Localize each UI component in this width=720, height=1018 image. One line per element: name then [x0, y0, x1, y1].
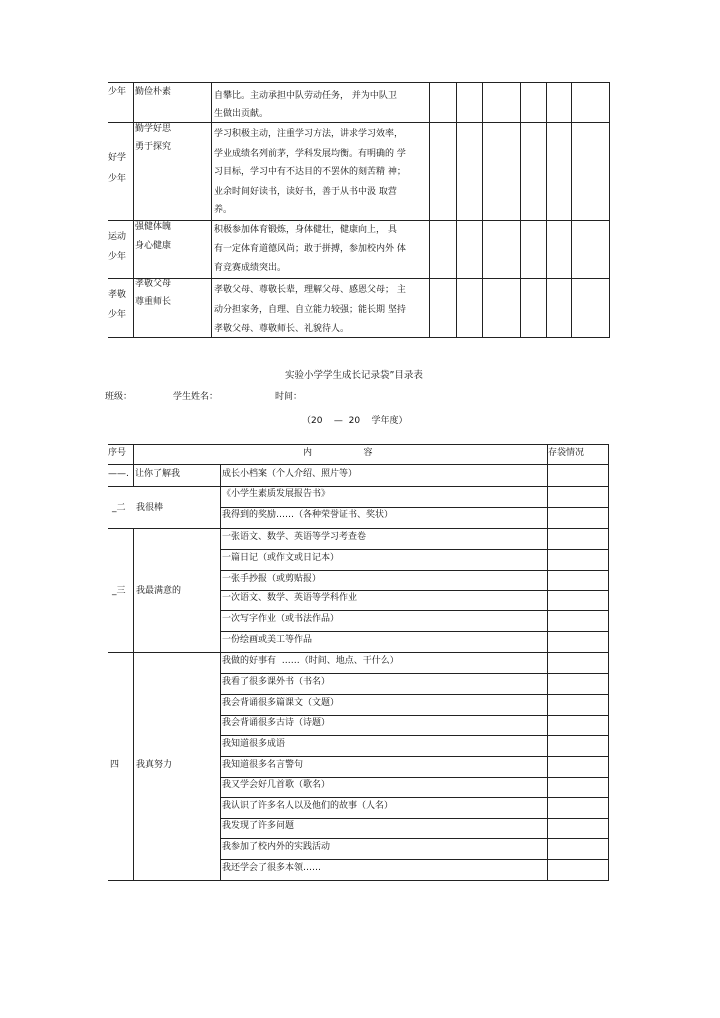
item-text: 我看了很多课外书（书名） [222, 677, 331, 687]
table-rule [108, 486, 609, 487]
table-rule [108, 444, 609, 445]
table-rule [108, 337, 610, 338]
section-name: 我最满意的 [136, 586, 182, 596]
table-rule [211, 82, 212, 337]
directory-title: 实验小学学生成长记录袋”目录表 [285, 370, 423, 381]
table-rule [220, 549, 609, 550]
description-text: 养。 [214, 205, 233, 215]
description-text: 自攀比。主动承担中队劳动任务， 并为中队卫 [214, 91, 397, 101]
table-rule [609, 82, 610, 337]
item-text: 一次语文、数学、英语等学科作业 [222, 593, 358, 603]
description-text: 孝敬父母、尊敬长辈，理解父母、感恩父母； 主 [214, 285, 406, 295]
item-text: 我还学会了很多本领…… [222, 863, 322, 873]
table-rule [547, 444, 548, 880]
item-text: 一次写字作业（或书法作品） [222, 614, 340, 624]
table-rule [571, 82, 572, 337]
quality-text: 强健体魄 [135, 222, 172, 232]
header-status: 存袋情况 [548, 448, 585, 458]
category-text: 少年 [108, 252, 127, 262]
item-text: 《小学生素质发展报告书》 [222, 489, 331, 499]
description-text: 育竞赛成绩突出。 [214, 263, 287, 273]
description-text: 积极参加体育锻炼，身体健壮，健康向上， 具 [214, 225, 397, 235]
quality-text: 勤俭朴素 [135, 87, 172, 97]
section-name: 我很棒 [136, 503, 164, 513]
table-rule [108, 652, 609, 653]
item-text: 成长小档案（个人介绍、照片等） [222, 469, 358, 479]
table-rule [220, 777, 609, 778]
table-rule [220, 590, 609, 591]
table-rule [133, 444, 134, 486]
description-text: 学业成绩名列前茅，学科发展均衡。有明确的 学 [214, 149, 406, 159]
table-rule [133, 82, 134, 337]
description-text: 动分担家务，自理、自立能力较强；能长期 坚持 [214, 305, 406, 315]
description-text: 学习积极主动，注重学习方法，讲求学习效率， [214, 129, 404, 139]
item-text: 一张手抄报（或剪贴报） [222, 574, 322, 584]
table-rule [482, 82, 483, 337]
item-text: 我会背诵很多古诗（诗题） [222, 718, 331, 728]
category-text: 孝敬 [108, 290, 127, 300]
table-rule [220, 715, 609, 716]
table-rule [133, 528, 134, 652]
item-text: 我知道很多成语 [222, 739, 286, 749]
item-text: 我参加了校内外的实践活动 [222, 842, 331, 852]
class-label: 班级： [105, 392, 133, 402]
description-text: 有一定体育道德风尚；敢于拼搏，参加校内外 体 [214, 244, 406, 254]
quality-text: 身心健康 [135, 241, 172, 251]
section-number: _二 [112, 503, 126, 513]
table-rule [220, 507, 609, 508]
table-rule [220, 610, 609, 611]
time-label: 时间： [275, 392, 303, 402]
category-text: 少年 [108, 87, 127, 97]
quality-text: 尊重师长 [135, 297, 172, 307]
section-number: _三 [112, 586, 126, 596]
table-rule [108, 278, 610, 279]
item-text: 一张语文、数学、英语等学习考查卷 [222, 532, 367, 542]
table-rule [220, 570, 609, 571]
item-text: 一篇日记（或作文或日记本） [222, 553, 340, 563]
table-rule [220, 631, 609, 632]
description-text: 习目标，学习中有不达目的不罢休的刻苦精 神； [214, 167, 406, 177]
category-text: 好学 [108, 153, 127, 163]
description-text: 生做出贡献。 [214, 109, 269, 119]
table-rule [608, 444, 609, 881]
item-text: 我做的好事有 ……（时间、地点、干什么） [222, 656, 399, 666]
table-rule [108, 464, 609, 465]
category-text: 少年 [108, 174, 127, 184]
table-rule [220, 818, 609, 819]
table-rule [220, 694, 609, 695]
quality-text: 孝敬父母 [135, 279, 172, 289]
table-rule [220, 859, 609, 860]
school-year-line: （20 — 20 学年度） [302, 416, 408, 426]
description-text: 孝敬父母、尊敬师长、礼貌待人。 [214, 324, 350, 334]
table-rule [108, 880, 609, 881]
student-name-label: 学生姓名： [173, 392, 219, 402]
quality-text: 勤学好思 [135, 124, 172, 134]
table-rule [220, 797, 609, 798]
table-rule [520, 82, 521, 337]
description-text: 业余时间好读书，读好书，善于从书中汲 取营 [214, 187, 397, 197]
table-rule [220, 673, 609, 674]
table-rule [220, 735, 609, 736]
table-rule [133, 652, 134, 880]
section-number: 四 [110, 760, 120, 770]
section-name: 我真努力 [136, 760, 173, 770]
table-rule [108, 122, 610, 123]
table-rule [108, 220, 610, 221]
item-text: 我得到的奖励……（各种荣誉证书、奖状） [222, 510, 394, 520]
category-text: 少年 [108, 310, 127, 320]
table-rule [108, 528, 609, 529]
item-text: 我会背诵很多篇课文（文题） [222, 698, 340, 708]
table-rule [456, 82, 457, 337]
header-content: 内 容 [303, 448, 373, 458]
table-rule [108, 82, 610, 83]
item-text: 一份绘画或美工等作品 [222, 635, 313, 645]
header-number: 序号 [108, 448, 127, 458]
item-text: 我知道很多名言警句 [222, 760, 304, 770]
quality-text: 勇于探究 [135, 142, 172, 152]
item-text: 我又学会好几首歌（歌名） [222, 780, 331, 790]
table-rule [546, 82, 547, 337]
table-rule [220, 756, 609, 757]
table-rule [429, 82, 430, 337]
item-text: 我认识了许多名人以及他们的故事（人名） [222, 801, 394, 811]
section-name: 让你了解我 [135, 469, 181, 479]
item-text: 我发现了许多问题 [222, 821, 295, 831]
category-text: 运动 [108, 232, 127, 242]
section-number: ——. [108, 469, 129, 479]
table-rule [220, 838, 609, 839]
